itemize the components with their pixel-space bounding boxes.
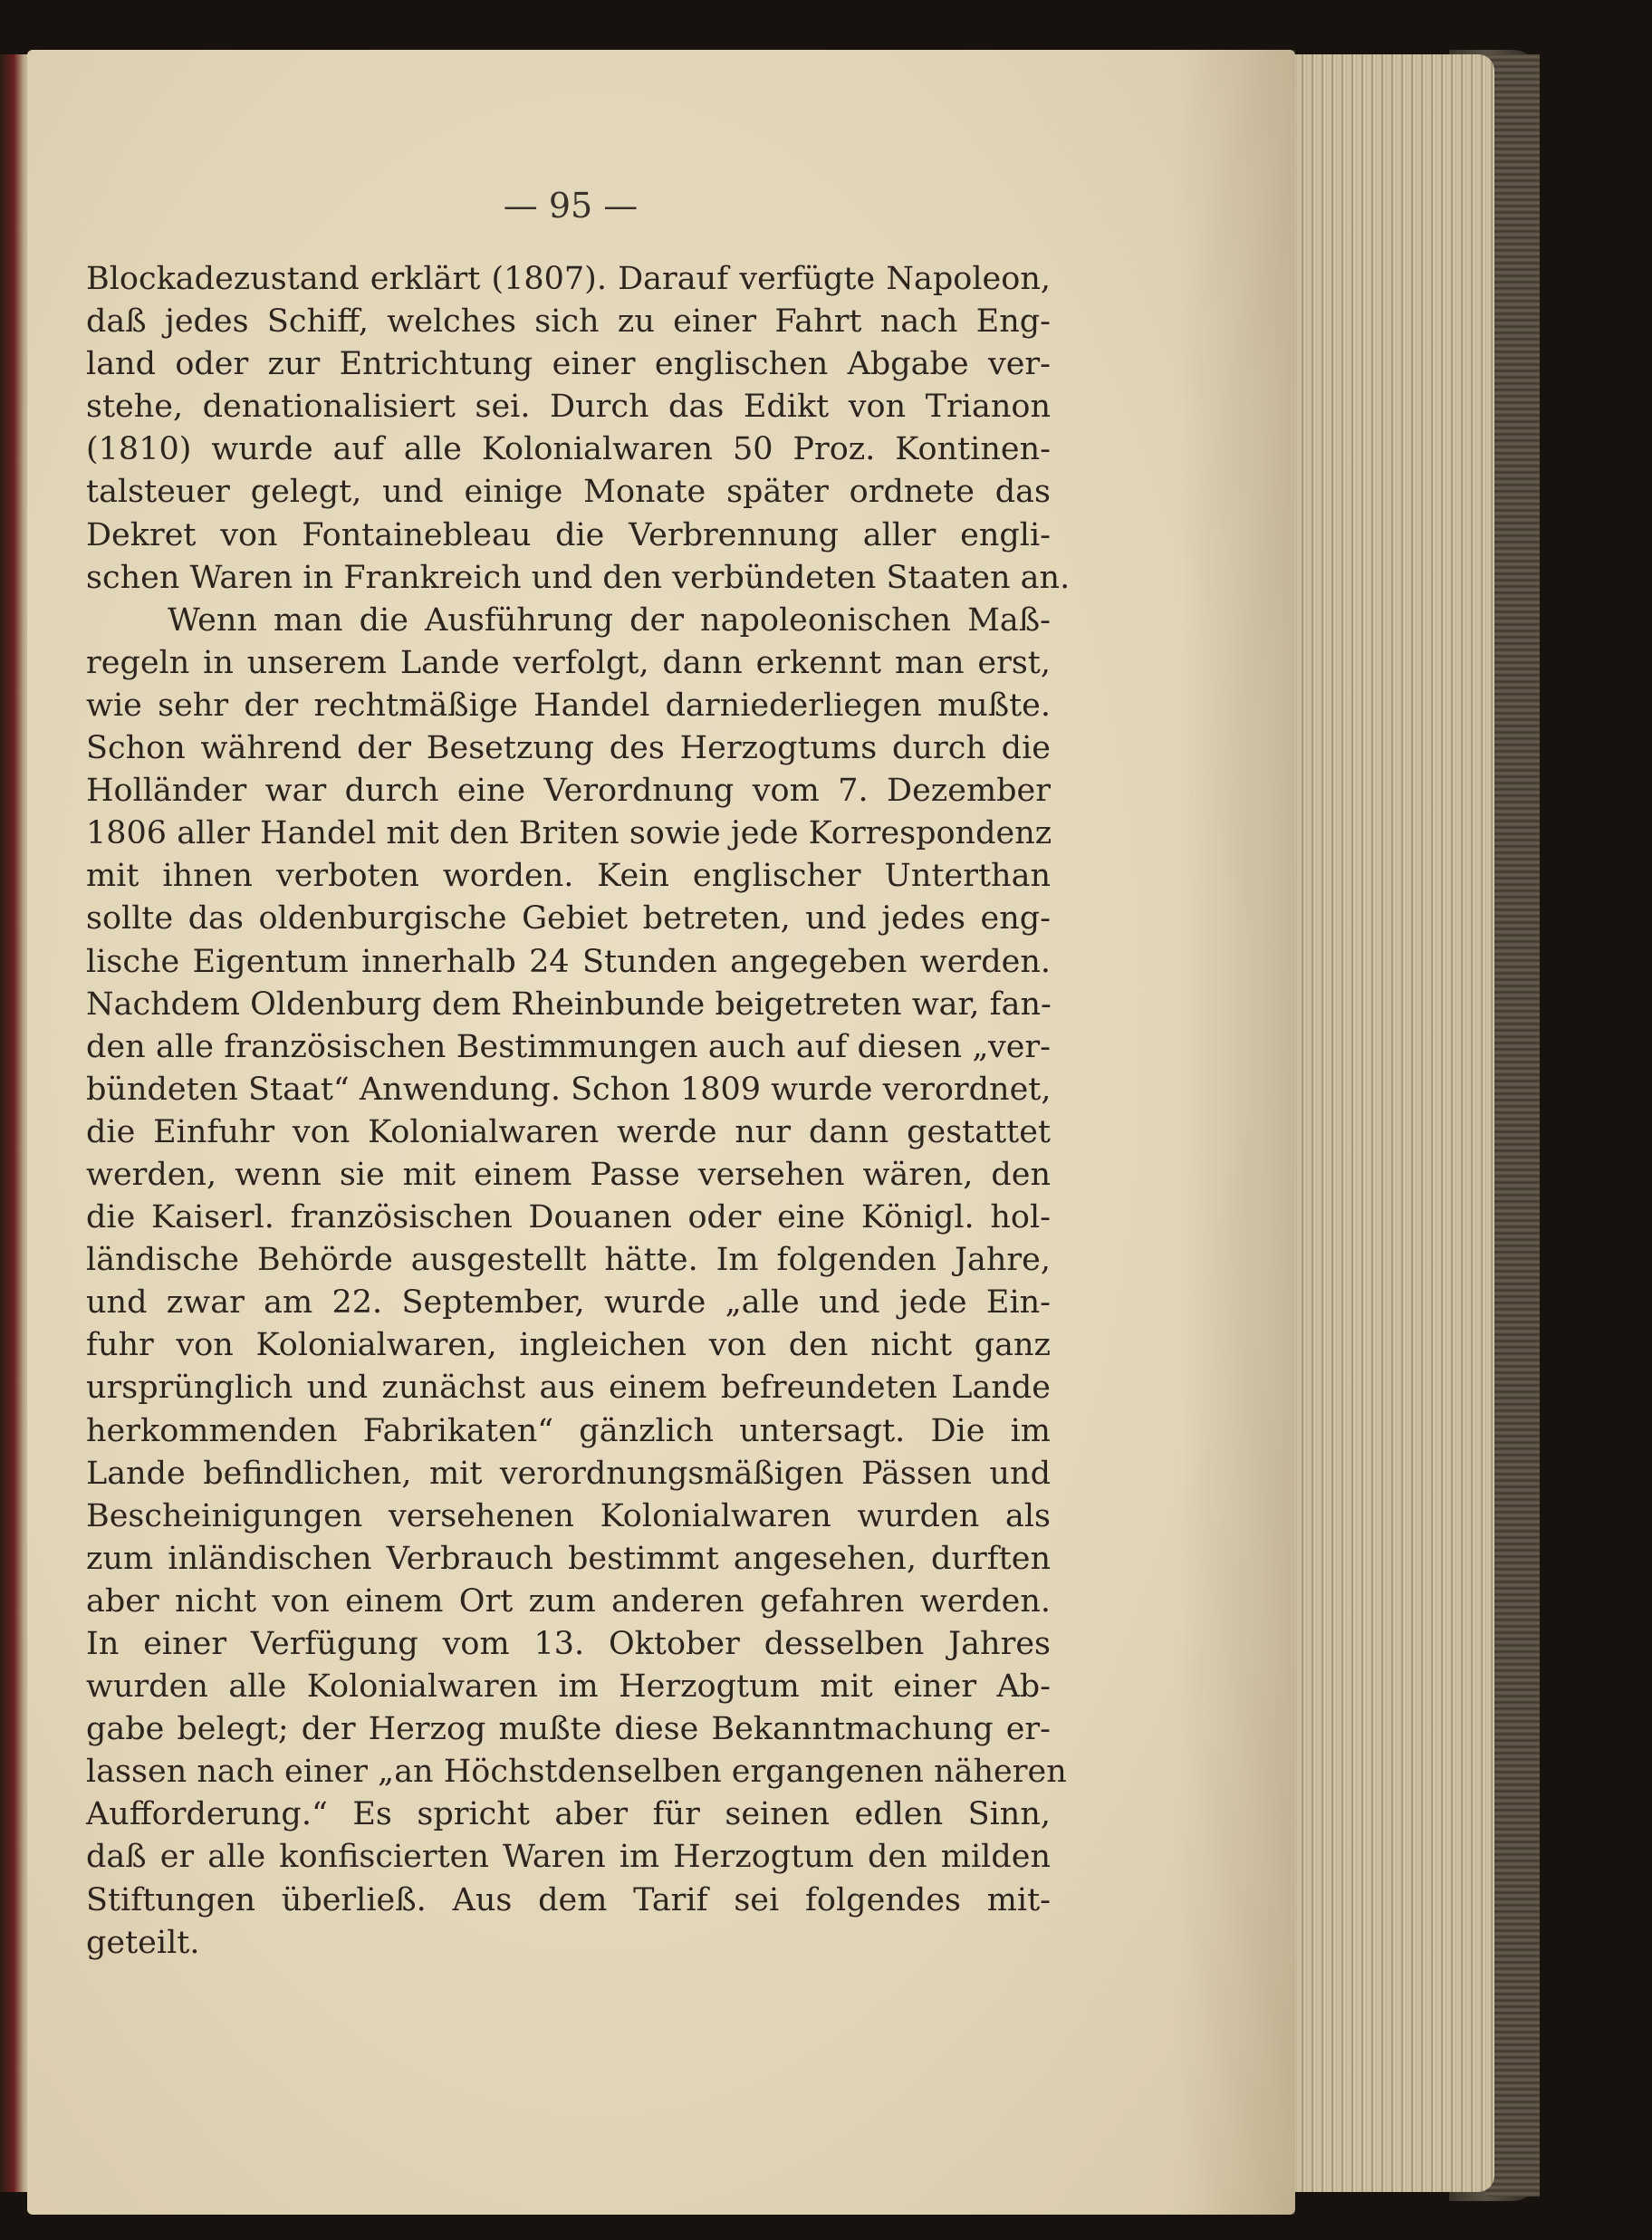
text-line: lassen nach einer „an Höchstdenselben ergangenen näheren — [86, 1754, 1067, 1791]
text-line: wie sehr der rechtmäßige Handel darniederliegen mußte. — [86, 687, 1051, 724]
text-line: Dekret von Fontainebleau die Verbrennung aller engli- — [86, 516, 1051, 553]
text-line: In einer Verfügung vom 13. Oktober desselben Jahres — [86, 1626, 1051, 1662]
text-line: aber nicht von einem Ort zum anderen gefahren werden. — [86, 1582, 1051, 1620]
text-line: den alle französischen Bestimmungen auch auf diesen „ver- — [86, 1028, 1051, 1065]
text-line: land oder zur Entrichtung einer englischen Abgabe ver- — [86, 346, 1051, 383]
text-line: schen Waren in Frankreich und den verbündeten Staaten an. — [86, 559, 1071, 596]
text-line: fuhr von Kolonialwaren, ingleichen von den nicht ganz — [86, 1327, 1051, 1364]
text-line: geteilt. — [86, 1924, 200, 1961]
text-line: stehe, denationalisiert sei. Durch das Edikt von Trianon — [86, 389, 1051, 426]
text-line: daß er alle konfiscierten Waren im Herzogtum den milden — [86, 1839, 1051, 1876]
page-edges — [1277, 54, 1494, 2192]
text-line: bündeten Staat“ Anwendung. Schon 1809 wurde verordnet, — [86, 1071, 1052, 1108]
text-line: sollte das oldenburgische Gebiet betreten, und jedes eng- — [86, 900, 1051, 937]
text-line: gabe belegt; der Herzog mußte diese Bekanntmachung er- — [86, 1711, 1051, 1748]
text-line: herkommenden Fabrikaten“ gänzlich untersagt. Die im — [86, 1412, 1051, 1449]
text-line: (1810) wurde auf alle Kolonialwaren 50 Proz. Kontinen- — [86, 431, 1051, 468]
text-line: ländische Behörde ausgestellt hätte. Im folgenden Jahre, — [86, 1242, 1051, 1279]
text-line: mit ihnen verboten worden. Kein englischer Unterthan — [86, 858, 1051, 895]
text-line: Stiftungen überließ. Aus dem Tarif sei folgendes mit- — [86, 1881, 1051, 1918]
text-line: 1806 aller Handel mit den Briten sowie jede Korrespondenz — [86, 815, 1052, 852]
text-line: Wenn man die Ausführung der napoleonischen Maß- — [168, 601, 1051, 639]
text-line: Holländer war durch eine Verordnung vom 7. Dezember — [86, 773, 1051, 810]
text-line: die Einfuhr von Kolonialwaren werde nur dann gestattet — [86, 1113, 1051, 1150]
text-line: Blockadezustand erklärt (1807). Darauf verfügte Napoleon, — [86, 261, 1051, 297]
page-number-header: — 95 — — [503, 186, 639, 226]
text-line: zum inländischen Verbrauch bestimmt angesehen, durften — [86, 1540, 1051, 1577]
page-curve-shadow — [1177, 50, 1295, 2215]
text-line: Bescheinigungen versehenen Kolonialwaren wurden als — [86, 1497, 1051, 1534]
text-line: talsteuer gelegt, und einige Monate später ordnete das — [86, 474, 1051, 511]
text-line: Nachdem Oldenburg dem Rheinbunde beigetreten war, fan- — [86, 985, 1052, 1023]
text-line: daß jedes Schiff, welches sich zu einer Fahrt nach Eng- — [86, 303, 1051, 341]
text-line: regeln in unserem Lande verfolgt, dann erkennt man erst, — [86, 644, 1051, 681]
text-line: Lande befindlichen, mit verordnungsmäßigen Pässen und — [86, 1455, 1051, 1492]
text-line: Aufforderung.“ Es spricht aber für seinen edlen Sinn, — [86, 1796, 1051, 1833]
text-line: wurden alle Kolonialwaren im Herzogtum mit einer Ab- — [86, 1668, 1051, 1706]
text-line: und zwar am 22. September, wurde „alle und jede Ein- — [86, 1284, 1051, 1322]
text-line: ursprünglich und zunächst aus einem befreundeten Lande — [86, 1370, 1051, 1407]
text-line: werden, wenn sie mit einem Passe versehen wären, den — [86, 1156, 1051, 1193]
body-text — [86, 258, 1071, 1965]
text-line: die Kaiserl. französischen Douanen oder eine Königl. hol- — [86, 1199, 1051, 1236]
text-line: lische Eigentum innerhalb 24 Stunden angegeben werden. — [86, 943, 1051, 980]
text-line: Schon während der Besetzung des Herzogtums durch die — [86, 730, 1051, 767]
